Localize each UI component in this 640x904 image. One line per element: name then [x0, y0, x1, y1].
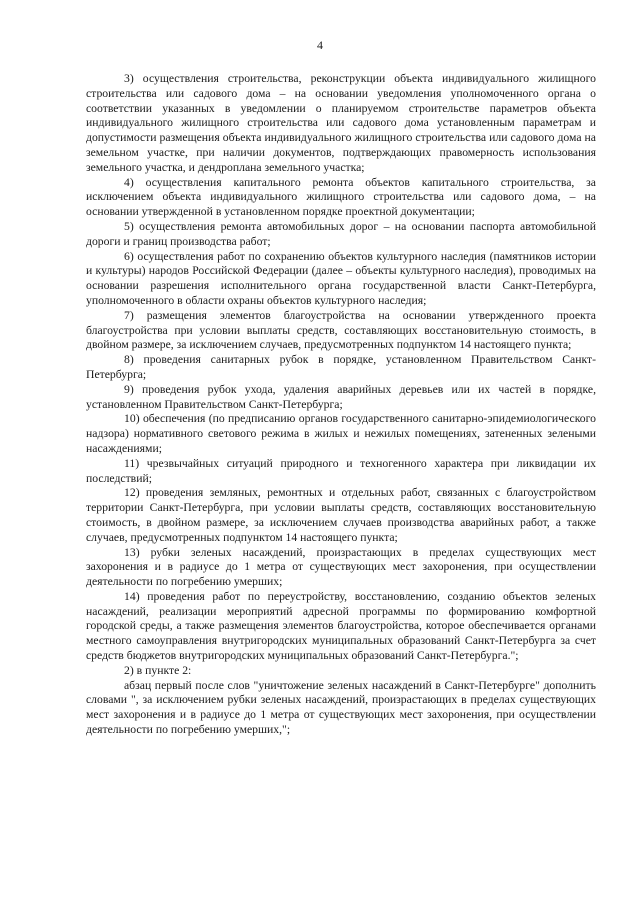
paragraph-item-12: 12) проведения земляных, ремонтных и отдельных работ, связанных с благоустройством территории Санкт-Петербурга, при условии выплаты средств, составляющих восстановительную стоимость, в двойном размере, за исключением случаев производства аварийных работ, а также случаев, предусмотренных подпунктом 14 настоящего пункта; — [86, 486, 596, 544]
paragraph-item-14: 14) проведения работ по переустройству, восстановлению, созданию объектов зеленых насаждений, реализации мероприятий адресной программы по формированию комфортной городской среды, а также размещения элементов благоустройства, которое обеспечивается органами местного самоуправления внутригородских муниципальных образований Санкт-Петербурга за счет средств бюджетов внутригородских муниципальных образований Санкт-Петербурга."; — [86, 589, 596, 663]
paragraph-item-11: 11) чрезвычайных ситуаций природного и техногенного характера при ликвидации их последствий; — [86, 456, 596, 485]
paragraph-item-4: 4) осуществления капитального ремонта объектов капитального строительства, за исключением объекта индивидуального жилищного строительства или садового дома, – на основании утвержденной в установленном порядке проектной документации; — [86, 175, 596, 219]
paragraph-point-2: 2) в пункте 2: — [124, 663, 192, 677]
paragraph-item-6: 6) осуществления работ по сохранению объектов культурного наследия (памятников истории и культуры) народов Российской Федерации (далее – объекты культурного наследия), проводимых на основании разрешения исполнительного органа государственной власти Санкт-Петербурга, уполномоченного в области охраны объектов культурного наследия; — [86, 249, 596, 307]
paragraph-item-8: 8) проведения санитарных рубок в порядке, установленном Правительством Санкт-Петербурга; — [86, 353, 596, 381]
paragraph-item-13: 13) рубки зеленых насаждений, произрастающих в пределах существующих мест захоронения и в радиусе до 1 метра от существующих мест захоронения, при осуществлении деятельности по погребению умерших; — [86, 545, 596, 589]
page-number: 4 — [317, 38, 323, 52]
paragraph-amendment: абзац первый после слов "уничтожение зеленых насаждений в Санкт-Петербурге" дополнить словами ", за исключением рубки зеленых насаждений, произрастающих в пределах существующих мест захоронения и в радиусе до 1 метра от существующих мест захоронения, при осуществлении деятельности по погребению умерших,"; — [86, 678, 596, 737]
paragraph-item-3: 3) осуществления строительства, реконструкции объекта индивидуального жилищного строительства или садового дома – на основании уведомления уполномоченного органа о соответствии указанных в уведомлении о планируемом строительстве параметров объекта индивидуального жилищного строительства или садового дома установленным параметрам и допустимости размещения объекта индивидуального жилищного строительства или садового дома на земельном участке, при наличии документов, подтверждающих правомерность использования земельного участка, и дендроплана земельного участка; — [86, 72, 596, 174]
paragraph-item-9: 9) проведения рубок ухода, удаления аварийных деревьев или их частей в порядке, установленном Правительством Санкт-Петербурга; — [86, 382, 596, 411]
paragraph-item-7: 7) размещения элементов благоустройства на основании утвержденного проекта благоустройства при условии выплаты средств, составляющих восстановительную стоимость, в двойном размере, за исключением случаев, предусмотренных подпунктом 14 настоящего пункта; — [86, 308, 596, 352]
paragraph-item-10: 10) обеспечения (по предписанию органов государственного санитарно-эпидемиологического надзора) нормативного светового режима в жилых и нежилых помещениях, затененных зелеными насаждениями; — [86, 412, 596, 455]
paragraph-item-5: 5) осуществления ремонта автомобильных дорог – на основании паспорта автомобильной дороги и границ производства работ; — [86, 219, 596, 248]
document-body — [86, 72, 596, 738]
